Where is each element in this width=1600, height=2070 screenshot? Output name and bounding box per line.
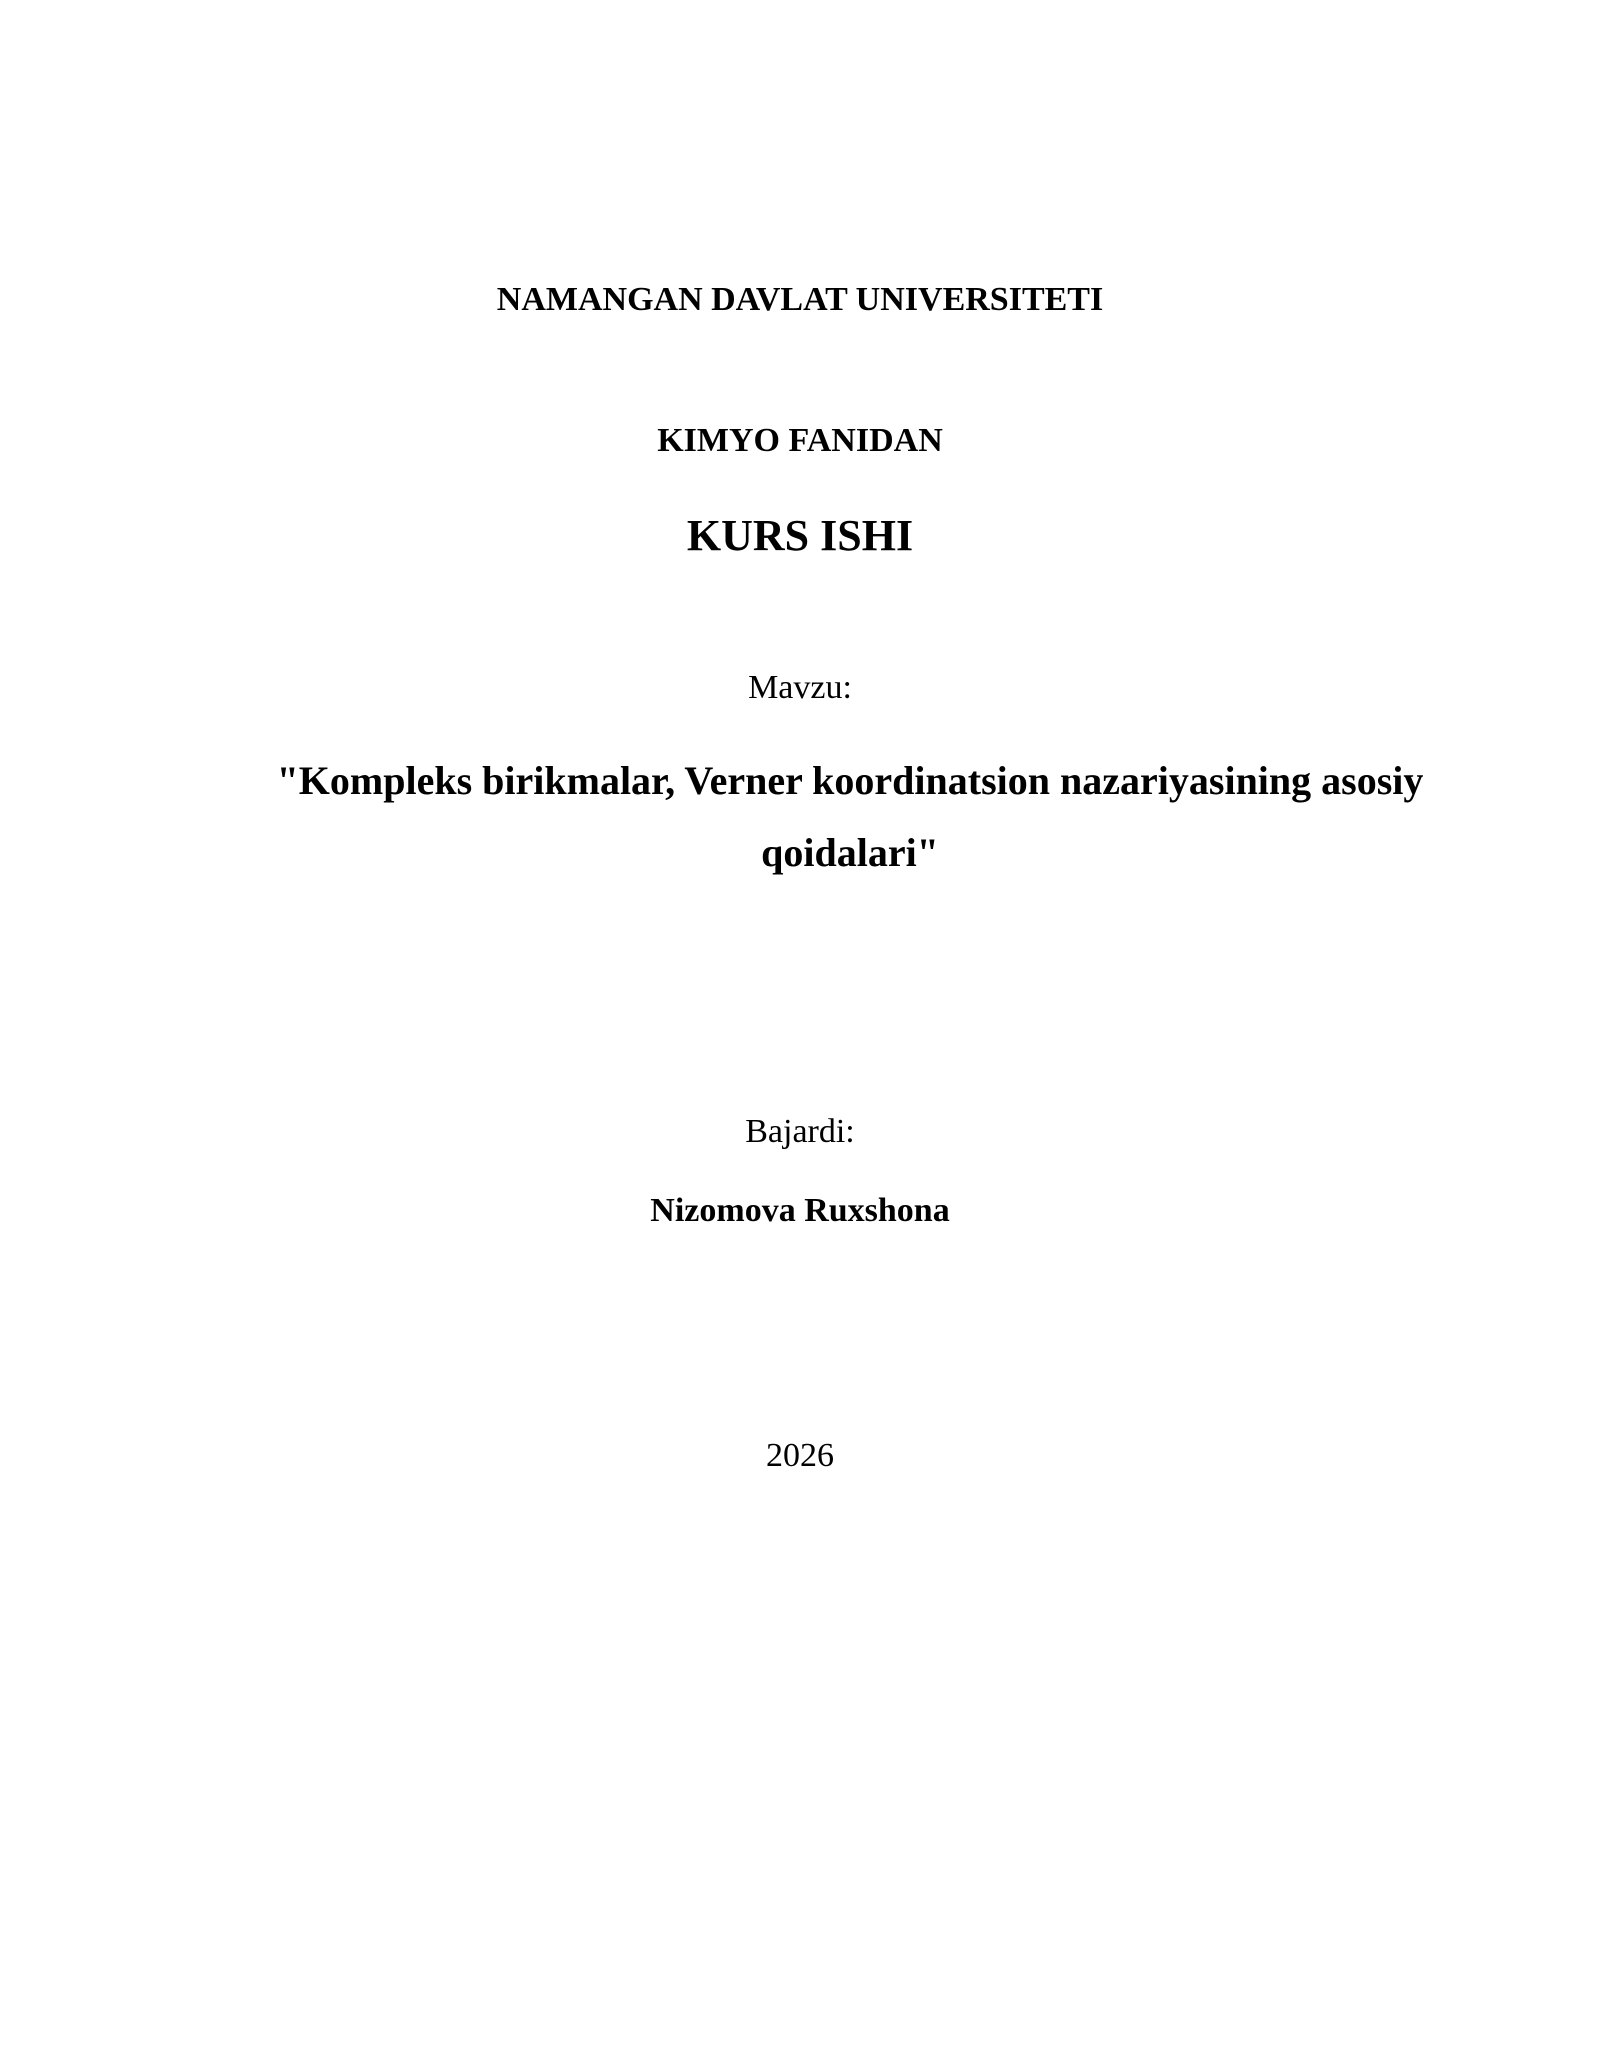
subject-heading: KIMYO FANIDAN (657, 422, 943, 459)
work-type-title: KURS ISHI (686, 511, 914, 560)
author-name: Nizomova Ruxshona (650, 1192, 950, 1229)
topic-label: Mavzu: (748, 669, 852, 706)
year: 2026 (766, 1437, 834, 1474)
topic-title: "Kompleks birikmalar, Verner koordinatsion nazariyasining asosiy qoidalari" (276, 758, 1424, 875)
university-name: NAMANGAN DAVLAT UNIVERSITETI (496, 281, 1104, 318)
author-label: Bajardi: (745, 1113, 855, 1150)
